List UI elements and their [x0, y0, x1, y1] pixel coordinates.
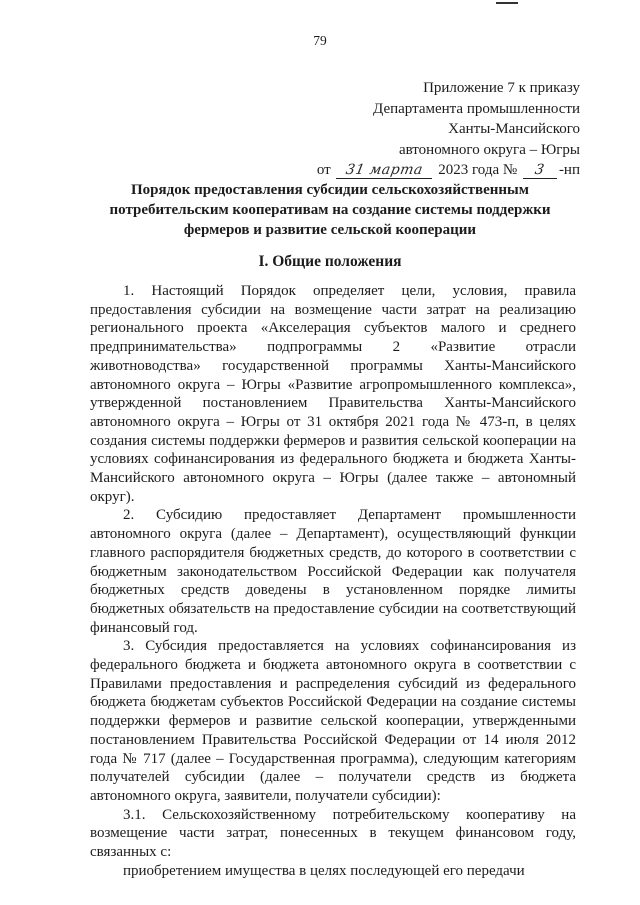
approval-date-line [317, 160, 580, 181]
page-corner-mark [496, 0, 518, 4]
handwritten-number: 3 [533, 162, 547, 178]
paragraph-3-1-item: приобретением имущества в целях последующей его передачи [123, 862, 525, 879]
document-body [90, 282, 576, 881]
approval-line-1: Приложение 7 к приказу [423, 80, 580, 96]
approval-suffix: -нп [558, 162, 580, 178]
approval-block [317, 78, 580, 181]
paragraph-3: 3. Субсидия предоставляется на условиях софинансирования из федерального бюджета и бюджета автономного округа в соответствии с Правилами предоставления и распределения субсидий из федерального бюджета бюджетам субъектов Российской Федерации на создание системы поддержки фермеров и развитие сельской кооперации, утвержденными постановлением Правительства Российской Федерации от 14 июля 2012 года № 717 (далее – Государственная программа), следующим категориям получателей субсидии (далее – получатели средств из бюджета автономного округа, заявители, получатели субсидии): [90, 638, 576, 804]
paragraph-3-1: 3.1. Сельскохозяйственному потребительскому кооперативу на возмещение части затрат, понесенных в текущем финансовом году, связанных с: [90, 806, 576, 861]
approval-number-field [523, 162, 557, 179]
section-heading: I. Общие положения [258, 253, 402, 270]
approval-line-3: Ханты-Мансийского [448, 121, 580, 137]
paragraph-1: 1. Настоящий Порядок определяет цели, условия, правила предоставления субсидии на возмещение части затрат на реализацию регионального проекта «Акселерация субъектов малого и среднего предпринимательства» подпрограммы 2 «Развитие отрасли животноводства» государственной программы Ханты-Мансийского автономного округа – Югры «Развитие агропромышленного комплекса», утвержденной постановлением Правительства Ханты-Мансийского автономного округа – Югры от 31 октября 2021 года № 473-п, в целях создания системы поддержки фермеров и развития сельской кооперации на условиях софинансирования из федерального бюджета и бюджета Ханты-Мансийского автономного округа – Югры (далее также – автономный округ). [90, 283, 576, 505]
approval-prefix: от [316, 162, 331, 178]
approval-line-2: Департамента промышленности [373, 100, 580, 117]
document-title: Порядок предоставления субсидии сельскохозяйственным потребительским кооперативам на создание системы поддержки фермеров и развитие сельской кооперации [109, 182, 551, 238]
paragraph-2: 2. Субсидию предоставляет Департамент промышленности автономного округа (далее – Департамент), осуществляющий функции главного распорядителя бюджетных средств, до которого в соответствии с бюджетным законодательством Российской Федерации как получателя бюджетных средств доведены в установленном порядке лимиты бюджетных обязательств на предоставление субсидии на соответствующий финансовый год. [90, 507, 576, 636]
approval-year-text: 2023 года № [438, 162, 518, 178]
handwritten-date: 31 марта [344, 162, 425, 178]
approval-line-4: автономного округа – Югры [398, 141, 580, 158]
page-number: 79 [313, 33, 327, 48]
approval-date-field [336, 162, 432, 179]
